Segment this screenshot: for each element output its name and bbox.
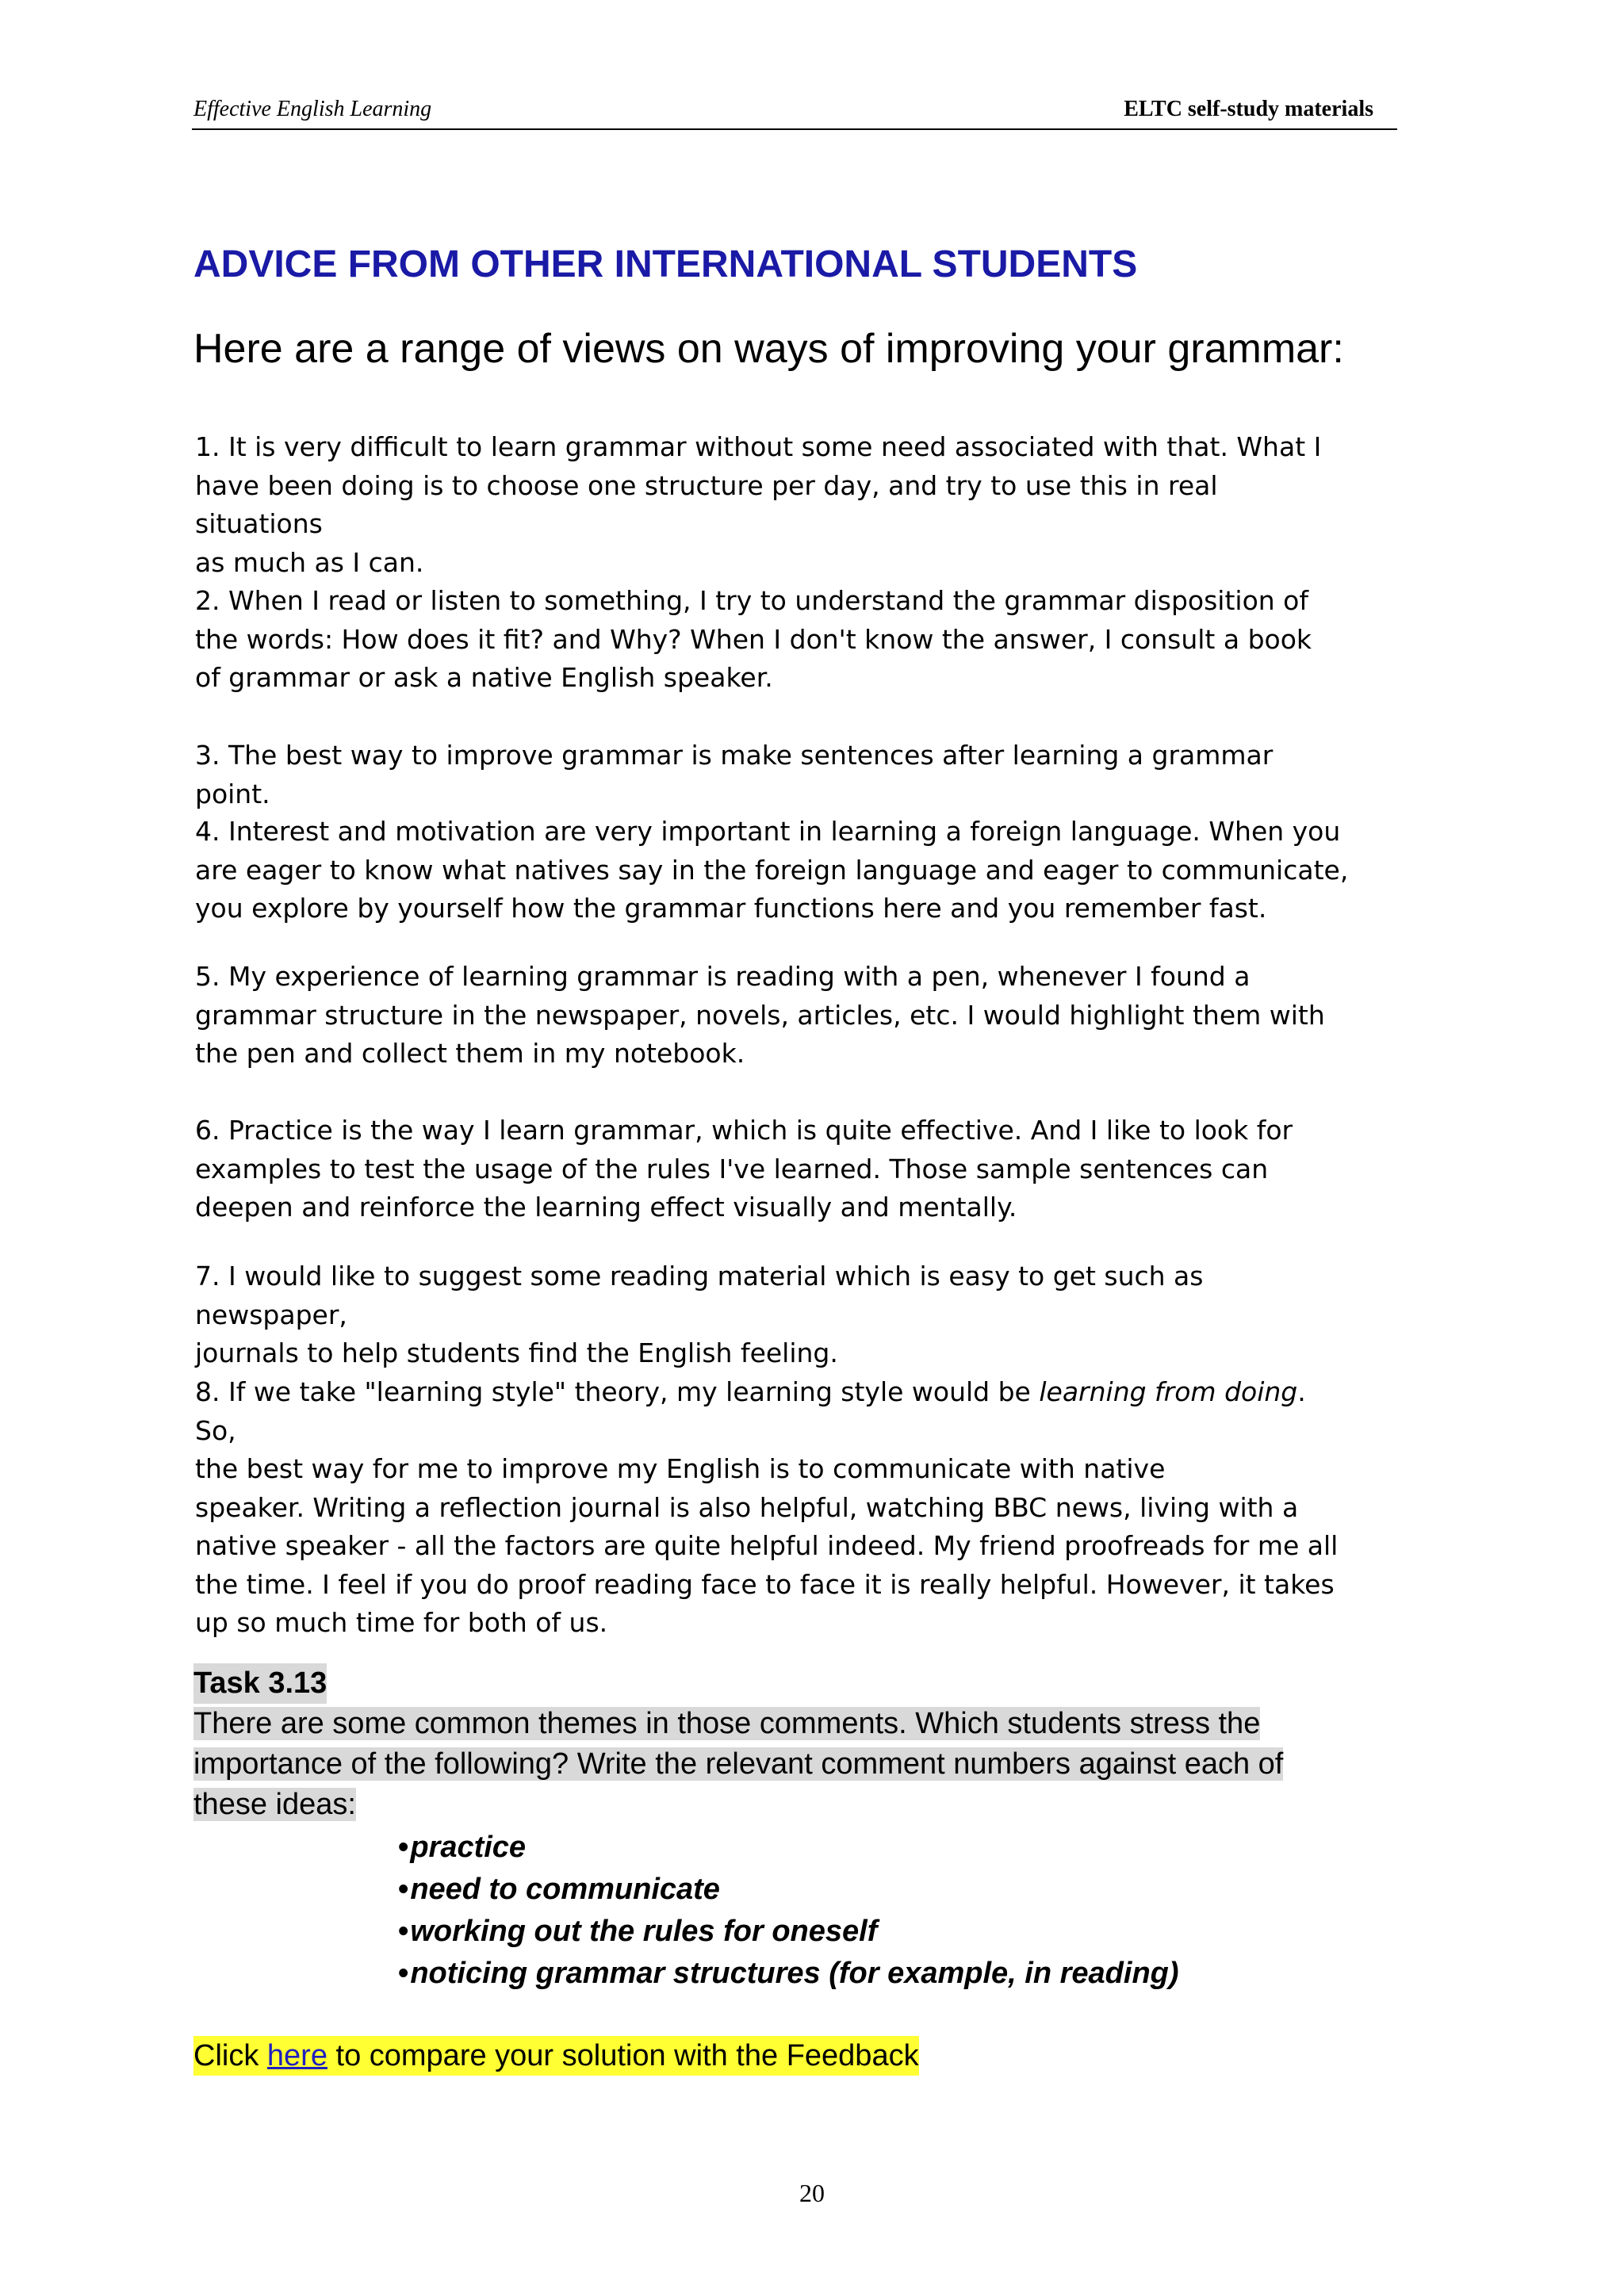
comment-3: 3. The best way to improve grammar is make sentences after learning a grammar point.	[195, 740, 1274, 809]
comment-8-emphasis: learning from doing	[1039, 1376, 1298, 1407]
comment-7: 7. I would like to suggest some reading material which is easy to get such as newspaper, journals to help students find the English feeling.	[195, 1261, 1204, 1368]
comment-6: 6. Practice is the way I learn grammar, which is quite effective. And I like to look for examples to test the usage of the rules I've learned. Those sample sentences can deepen and reinforce the learning effect visually and mentally.	[195, 1115, 1293, 1223]
idea-item: • working out the rules for oneself	[398, 1911, 1383, 1953]
task-box	[193, 1663, 1383, 1995]
comment-4: 4. Interest and motivation are very important in learning a foreign language. When you are eager to know what natives say in the foreign language and eager to communicate, you explore by yourself how the grammar functions here and you remember fast.	[195, 816, 1349, 924]
task-line-3: these ideas:	[193, 1788, 356, 1821]
comment-5: 5. My experience of learning grammar is reading with a pen, whenever I found a grammar structure in the newspaper, novels, articles, etc. I would highlight them with the pen and collect them in my notebook.	[195, 961, 1325, 1069]
comment-8	[195, 1373, 1353, 1643]
task-title: Task 3.13	[193, 1663, 327, 1704]
comment-2: 2. When I read or listen to something, I try to understand the grammar disposition of the words: How does it fit? and Why? When I don't know the answer, I consult a book of grammar or ask a native English speaker.	[195, 585, 1312, 693]
task-line-1: There are some common themes in those comments. Which students stress the	[193, 1707, 1261, 1740]
feedback-text-start: Click	[193, 2039, 267, 2072]
page-number: 20	[799, 2179, 825, 2207]
task-ideas-list	[398, 1827, 1383, 1995]
section-title: ADVICE FROM OTHER INTERNATIONAL STUDENTS	[193, 243, 1138, 285]
idea-item: • need to communicate	[398, 1869, 1383, 1911]
comment-8-start: 8. If we take "learning style" theory, my learning style would be	[195, 1376, 1040, 1407]
comment-1: 1. It is very difficult to learn grammar without some need associated with that. What I have been doing is to choose one structure per day, and try to use this in real situations as much as I can.	[195, 431, 1322, 578]
task-instructions	[193, 1704, 1383, 1825]
idea-item: • practice	[398, 1827, 1383, 1869]
header-right-text: ELTC self-study materials	[1124, 97, 1373, 121]
feedback-text-end: to compare your solution with the Feedback	[327, 2039, 919, 2072]
comment-8-end: . So, the best way for me to improve my English is to communicate with native speaker. Writing a reflection journal is also helpful, watching BBC news, living with a native speaker - all the factors are quite helpful indeed. My friend proofreads for me all the time. I feel if you do proof reading face to face it is really helpful. However, it takes up so much time for both of us.	[195, 1376, 1339, 1638]
idea-item: • noticing grammar structures (for example, in reading)	[398, 1953, 1383, 1995]
feedback-prompt	[193, 2036, 919, 2076]
page-header	[192, 94, 1397, 130]
header-left-text: Effective English Learning	[193, 97, 432, 121]
section-subtitle: Here are a range of views on ways of improving your grammar:	[193, 326, 1344, 372]
feedback-link[interactable]: here	[266, 2039, 327, 2072]
task-line-2: importance of the following? Write the relevant comment numbers against each of	[193, 1747, 1284, 1781]
